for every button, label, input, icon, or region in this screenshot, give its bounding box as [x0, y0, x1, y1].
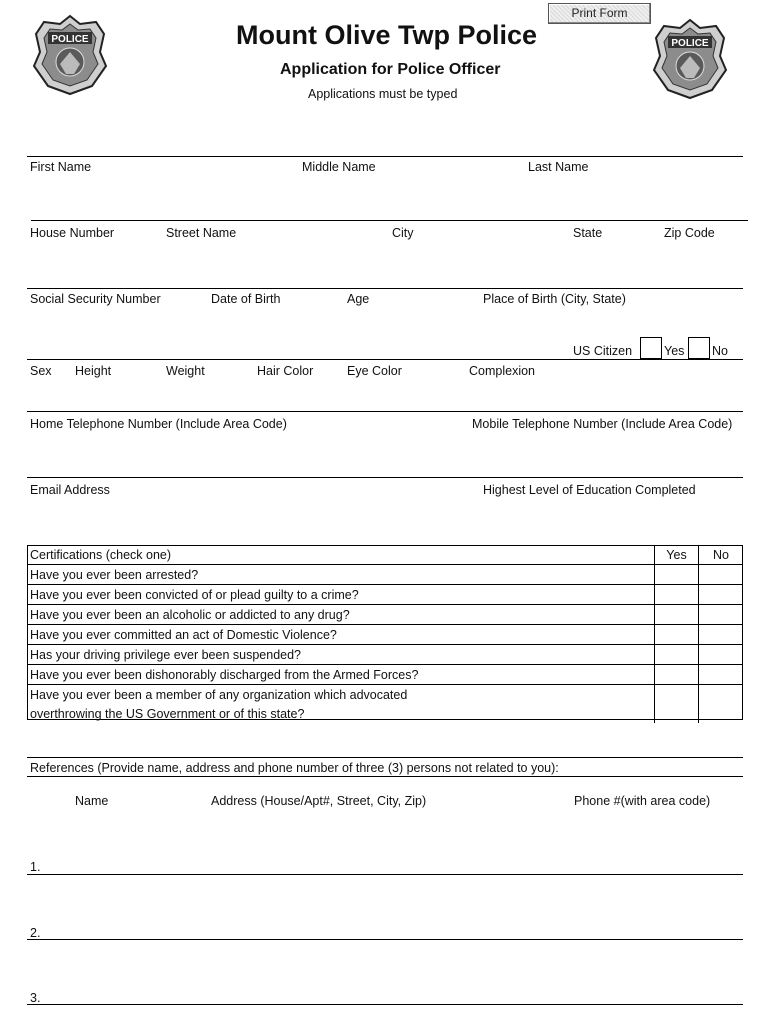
reference-2-number: 2. [30, 926, 41, 940]
police-badge-left-icon [30, 14, 110, 96]
question-text: overthrowing the US Government or of this state? [30, 706, 305, 721]
no-cell[interactable] [699, 645, 744, 665]
reference-1-line[interactable] [27, 874, 743, 875]
table-row [27, 605, 743, 625]
reference-name-label: Name [75, 794, 109, 808]
table-row [27, 565, 743, 585]
us-citizen-label: US Citizen [573, 344, 633, 358]
question-text: Have you ever been arrested? [27, 565, 655, 585]
us-citizen-no-checkbox[interactable] [688, 337, 710, 359]
home-phone-label: Home Telephone Number (Include Area Code) [30, 417, 287, 431]
mobile-phone-label: Mobile Telephone Number (Include Area Code) [472, 417, 733, 431]
form-note: Applications must be typed [308, 87, 458, 101]
yes-cell[interactable] [655, 605, 699, 625]
divider [27, 359, 743, 360]
reference-address-label: Address (House/Apt#, Street, City, Zip) [211, 794, 427, 808]
divider [27, 477, 743, 478]
yes-cell[interactable] [655, 565, 699, 585]
zip-code-label: Zip Code [664, 226, 715, 240]
divider [27, 757, 743, 758]
city-label: City [392, 226, 414, 240]
table-row [27, 665, 743, 685]
yes-cell[interactable] [655, 585, 699, 605]
table-row [27, 585, 743, 605]
hair-color-label: Hair Color [257, 364, 314, 378]
state-label: State [573, 226, 603, 240]
question-text: Have you ever been dishonorably discharged from the Armed Forces? [27, 665, 655, 685]
street-name-label: Street Name [166, 226, 237, 240]
us-citizen-no-label: No [712, 344, 728, 358]
no-cell[interactable] [699, 605, 744, 625]
question-text: Have you ever committed an act of Domestic Violence? [27, 625, 655, 645]
print-form-button[interactable]: Print Form [548, 3, 651, 24]
yes-cell[interactable] [655, 665, 699, 685]
yes-cell[interactable] [655, 625, 699, 645]
age-label: Age [347, 292, 370, 306]
no-cell[interactable] [699, 625, 744, 645]
first-name-label: First Name [30, 160, 92, 174]
height-label: Height [75, 364, 112, 378]
us-citizen-yes-checkbox[interactable] [640, 337, 662, 359]
complexion-label: Complexion [469, 364, 536, 378]
last-name-label: Last Name [528, 160, 589, 174]
table-row [27, 625, 743, 645]
page-title: Mount Olive Twp Police [236, 20, 538, 50]
ssn-label: Social Security Number [30, 292, 161, 306]
dob-label: Date of Birth [211, 292, 281, 306]
question-text: Has your driving privilege ever been suspended? [27, 645, 655, 665]
divider [27, 156, 743, 157]
reference-2-line[interactable] [27, 939, 743, 940]
references-header: References (Provide name, address and phone number of three (3) persons not related to you): [30, 761, 559, 775]
place-of-birth-label: Place of Birth (City, State) [483, 292, 626, 306]
certifications-table [27, 545, 743, 723]
education-label: Highest Level of Education Completed [483, 483, 696, 497]
no-cell[interactable] [699, 585, 744, 605]
police-badge-right-icon [650, 18, 730, 100]
divider [27, 288, 743, 289]
divider [27, 411, 743, 412]
table-row [27, 704, 743, 723]
reference-1-number: 1. [30, 860, 41, 874]
table-row [27, 645, 743, 665]
table-row [27, 545, 743, 565]
weight-label: Weight [166, 364, 205, 378]
eye-color-label: Eye Color [347, 364, 402, 378]
no-column-header: No [699, 545, 744, 565]
question-text: Have you ever been an alcoholic or addicted to any drug? [27, 605, 655, 625]
table-row [27, 685, 743, 705]
reference-phone-label: Phone #(with area code) [574, 794, 711, 808]
svg-text:POLICE: POLICE [51, 34, 89, 45]
email-label: Email Address [30, 483, 110, 497]
no-cell[interactable] [699, 565, 744, 585]
reference-3-line[interactable] [27, 1004, 743, 1005]
us-citizen-yes-label: Yes [664, 344, 685, 358]
divider [31, 220, 748, 221]
house-number-label: House Number [30, 226, 115, 240]
svg-text:POLICE: POLICE [671, 38, 709, 49]
question-text: Have you ever been convicted of or plead guilty to a crime? [27, 585, 655, 605]
no-cell[interactable] [699, 685, 744, 724]
question-text: Have you ever been a member of any organization which advocated [30, 687, 408, 702]
yes-cell[interactable] [655, 645, 699, 665]
no-cell[interactable] [699, 665, 744, 685]
certifications-header: Certifications (check one) [27, 545, 655, 565]
form-subtitle: Application for Police Officer [280, 61, 501, 78]
yes-column-header: Yes [655, 545, 699, 565]
divider [27, 776, 743, 777]
sex-label: Sex [30, 364, 52, 378]
middle-name-label: Middle Name [302, 160, 376, 174]
yes-cell[interactable] [655, 685, 699, 724]
reference-3-number: 3. [30, 991, 41, 1005]
